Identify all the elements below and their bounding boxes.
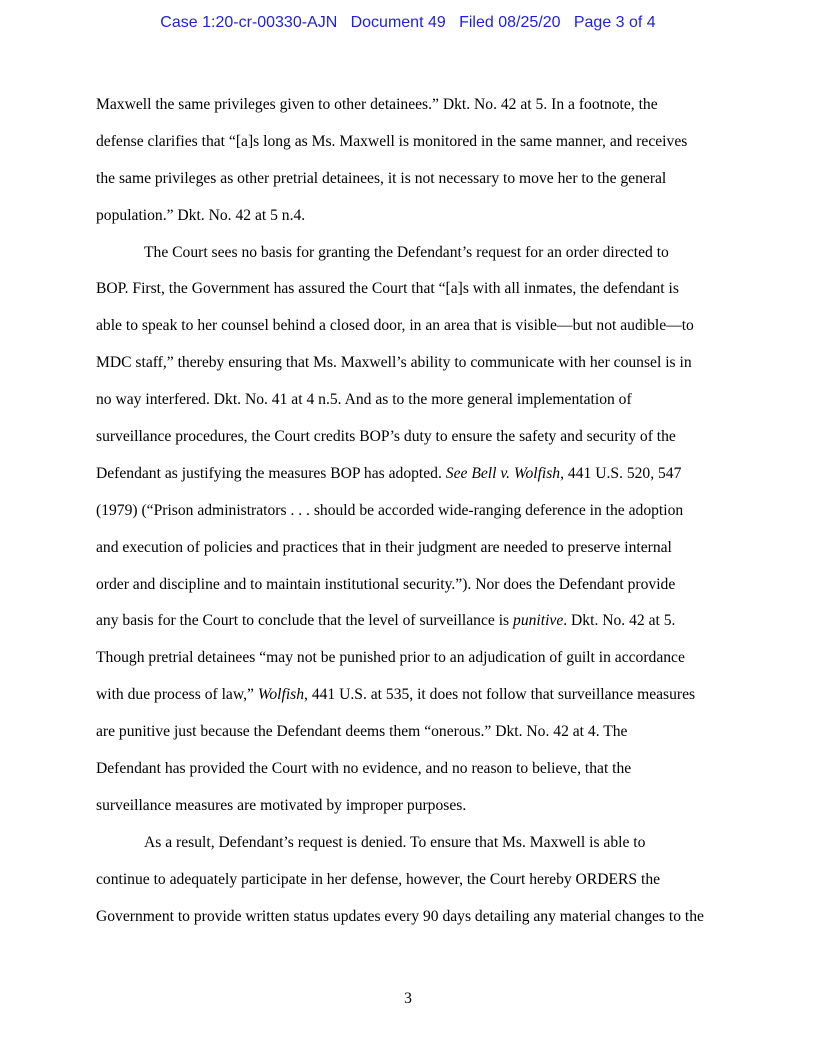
text-line (96, 87, 736, 124)
text-segment: continue to adequately participate in her defense, however, the Court hereby ORDERS the (96, 870, 661, 888)
text-segment: Maxwell the same privileges given to other detainees.” Dkt. No. 42 at 5. In a footnote, the (96, 96, 658, 113)
italic-citation: See Bell v. Wolfish (445, 464, 561, 482)
text-line (96, 788, 736, 825)
text-segment: defense clarifies that “[a]s long as Ms. Maxwell is monitored in the same manner, and receives (96, 132, 688, 150)
text-segment: the same privileges as other pretrial detainees, it is not necessary to move her to the general (96, 169, 667, 187)
italic-citation: punitive (513, 612, 564, 630)
page-number: 3 (404, 990, 412, 1007)
text-segment: surveillance procedures, the Court credits BOP’s duty to ensure the safety and security of the (96, 428, 676, 446)
text-segment: order and discipline and to maintain institutional security.”). Nor does the Defendant provide (96, 575, 676, 593)
text-line (96, 456, 736, 493)
text-segment: and execution of policies and practices that in their judgment are needed to preserve internal (96, 538, 672, 556)
text-segment: (1979) (“Prison administrators . . . should be accorded wide-ranging deference in the adoption (96, 501, 684, 519)
text-line (96, 382, 736, 419)
text-line (96, 751, 736, 788)
text-line (96, 825, 736, 862)
text-line (96, 345, 736, 382)
text-segment: MDC staff,” thereby ensuring that Ms. Maxwell’s ability to communicate with her counsel is in (96, 354, 692, 372)
text-line (96, 677, 736, 714)
text-segment: As a result, Defendant’s request is denied. To ensure that Ms. Maxwell is able to (144, 833, 646, 851)
text-line (96, 714, 736, 751)
text-line (96, 161, 736, 198)
text-segment: Though pretrial detainees “may not be punished prior to an adjudication of guilt in accordance (96, 649, 685, 667)
text-segment: The Court sees no basis for granting the Defendant’s request for an order directed to (144, 243, 669, 261)
text-segment: . Dkt. No. 42 at 5. (563, 612, 676, 630)
text-segment: Defendant has provided the Court with no evidence, and no reason to believe, that the (96, 760, 632, 778)
case-caption-header: Case 1:20-cr-00330-AJN Document 49 Filed 08/25/20 Page 3 of 4 (160, 14, 656, 31)
italic-citation: Wolfish (257, 686, 305, 704)
text-segment: able to speak to her counsel behind a closed door, in an area that is visible—but not audible—to (96, 317, 694, 335)
text-line (96, 567, 736, 604)
text-line (96, 493, 736, 530)
text-line (96, 271, 736, 308)
text-line (96, 603, 736, 640)
text-segment: , 441 U.S. at 535, it does not follow that surveillance measures (304, 686, 696, 704)
text-line (96, 862, 736, 899)
text-segment: are punitive just because the Defendant deems them “onerous.” Dkt. No. 42 at 4. The (96, 723, 628, 741)
text-segment: , 441 U.S. 520, 547 (560, 464, 682, 482)
text-line (96, 124, 736, 161)
text-line (96, 308, 736, 345)
text-line (96, 530, 736, 567)
text-segment: with due process of law,” (96, 686, 258, 704)
text-segment: surveillance measures are motivated by improper purposes. (96, 796, 467, 814)
text-line (96, 235, 736, 272)
text-line (96, 899, 736, 936)
text-segment: BOP. First, the Government has assured the Court that “[a]s with all inmates, the defendant is (96, 280, 679, 298)
text-line (96, 419, 736, 456)
text-segment: any basis for the Court to conclude that the level of surveillance is (96, 612, 514, 630)
opinion-body-text (96, 87, 736, 935)
text-segment: no way interfered. Dkt. No. 41 at 4 n.5. And as to the more general implementation of (96, 391, 632, 409)
text-line (96, 640, 736, 677)
text-line (96, 198, 736, 235)
text-segment: Government to provide written status updates every 90 days detailing any material changes to the (96, 907, 704, 925)
text-segment: population.” Dkt. No. 42 at 5 n.4. (96, 206, 306, 224)
text-segment: Defendant as justifying the measures BOP has adopted. (96, 464, 446, 482)
